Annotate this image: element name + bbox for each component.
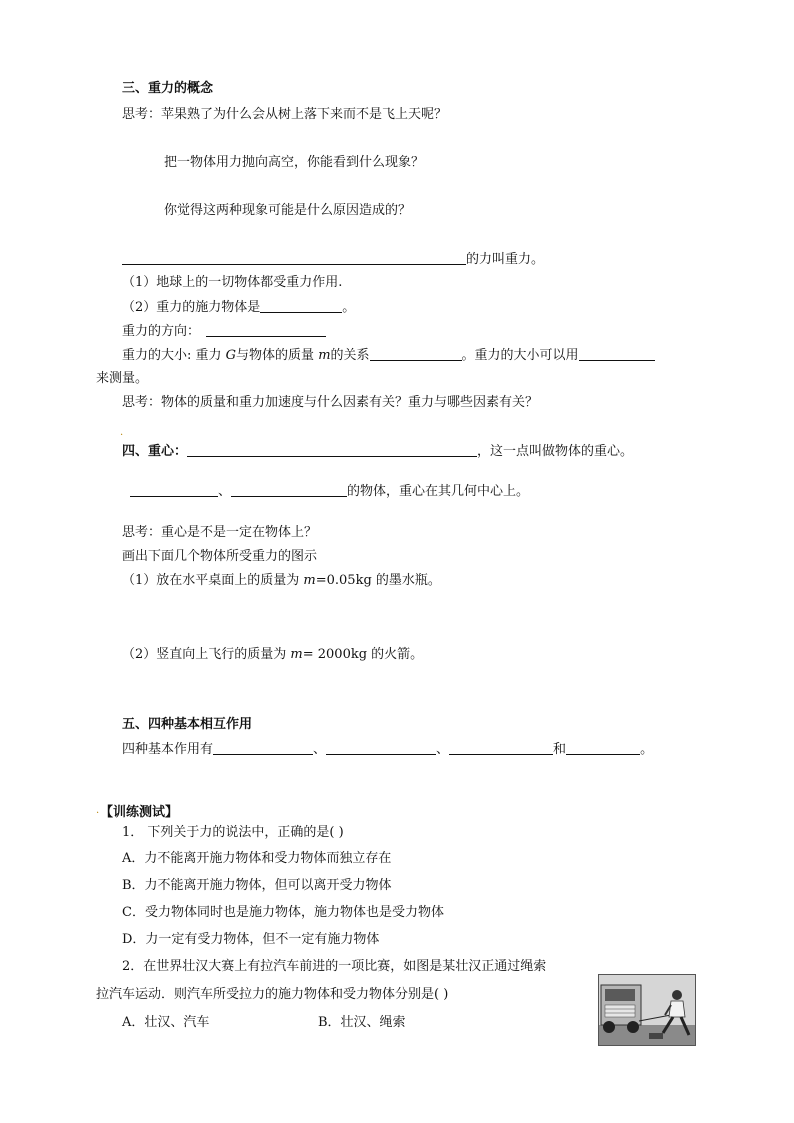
think-factors: 思考：物体的质量和重力加速度与什么因素有关？重力与哪些因素有关？: [122, 395, 539, 410]
quiz-q2-option-a[interactable]: A．壮汉、汽车: [122, 1015, 210, 1030]
item-1: （1）地球上的一切物体都受重力作用.: [122, 275, 343, 290]
direction-label: 重力的方向：: [122, 324, 201, 339]
ex1-a: （1）放在水平桌面上的质量为: [122, 573, 304, 588]
gravity-size: [122, 348, 655, 362]
var-G: G: [225, 348, 237, 363]
sep: 、: [218, 484, 232, 499]
center-of-gravity: [122, 444, 633, 458]
gravity-definition: [122, 252, 544, 266]
quiz-q2-option-b[interactable]: B．壮汉、绳索: [318, 1015, 406, 1030]
center-blank[interactable]: [187, 444, 477, 457]
ex1-b: =0.05kg 的墨水瓶。: [315, 573, 441, 588]
question-throw: 把一物体用力抛向高空，你能看到什么现象？: [164, 155, 425, 170]
question-cause: 你觉得这两种现象可能是什么原因造成的？: [164, 203, 412, 218]
example-ink-bottle: [122, 574, 441, 587]
ex2-b: = 2000kg 的火箭。: [302, 647, 424, 662]
item-2-prefix: （2）重力的施力物体是: [122, 300, 261, 315]
interaction-blank-2[interactable]: [326, 742, 436, 755]
think-center: 思考：重心是不是一定在物体上？: [122, 525, 318, 540]
quiz-q1-option-a[interactable]: A．力不能离开施力物体和受力物体而独立存在: [122, 851, 392, 866]
four-interactions: [122, 742, 653, 756]
quiz-q1-option-c[interactable]: C．受力物体同时也是施力物体，施力物体也是受力物体: [122, 905, 444, 920]
interactions-prefix: 四种基本作用有: [122, 742, 214, 757]
applier-blank[interactable]: [260, 300, 342, 313]
interaction-blank-1[interactable]: [213, 742, 313, 755]
gravity-direction: [122, 324, 326, 338]
quiz-question-1: 1． 下列关于力的说法中，正确的是( ): [122, 825, 344, 840]
strongman-pulling-truck-photo: [598, 974, 696, 1046]
size-text-a: 重力的大小: 重力: [122, 348, 226, 363]
section-3-heading: 三、重力的概念: [122, 81, 214, 96]
sep: 、: [313, 742, 327, 757]
marker-dot: .: [120, 427, 124, 438]
section-4-heading: 四、重心：: [122, 444, 188, 459]
and-text: 和: [553, 742, 567, 757]
center-suffix: ，这一点叫做物体的重心。: [477, 444, 634, 459]
relation-blank[interactable]: [370, 348, 462, 361]
geometric-suffix: 的物体，重心在其几何中心上。: [347, 484, 530, 499]
item-2: [122, 300, 355, 314]
draw-instruction: 画出下面几个物体所受重力的图示: [122, 549, 318, 564]
shape-blank-1[interactable]: [130, 484, 218, 497]
var-m: m: [318, 348, 331, 363]
gravity-size-cont: 来测量。: [96, 371, 149, 386]
quiz-heading: 【训练测试】: [100, 805, 179, 820]
photo-illustration: [599, 975, 695, 1045]
marker-dot: .: [96, 805, 100, 816]
example-rocket: [122, 648, 423, 661]
section-5-heading: 五、四种基本相互作用: [122, 717, 253, 732]
var-m: m: [290, 647, 303, 662]
interaction-blank-4[interactable]: [566, 742, 640, 755]
var-m: m: [303, 573, 316, 588]
direction-blank[interactable]: [206, 324, 326, 337]
ex2-a: （2）竖直向上飞行的质量为: [122, 647, 291, 662]
measure-blank[interactable]: [579, 348, 655, 361]
item-2-suffix: 。: [342, 300, 356, 315]
end-mark: 。: [640, 742, 654, 757]
shape-blank-2[interactable]: [231, 484, 347, 497]
definition-suffix: 的力叫重力。: [466, 252, 545, 267]
interaction-blank-3[interactable]: [449, 742, 553, 755]
sep: 、: [436, 742, 450, 757]
quiz-q1-option-b[interactable]: B．力不能离开施力物体，但可以离开受力物体: [122, 878, 392, 893]
think-apple: 思考：苹果熟了为什么会从树上落下来而不是飞上天呢？: [122, 107, 448, 122]
size-text-b: 与物体的质量: [236, 348, 319, 363]
geometric-center-line: [130, 484, 529, 498]
quiz-q1-option-d[interactable]: D．力一定有受力物体，但不一定有施力物体: [122, 932, 380, 947]
size-text-c: 的关系: [330, 348, 370, 363]
size-text-d: 。重力的大小可以用: [461, 348, 579, 363]
definition-blank[interactable]: [122, 252, 466, 265]
quiz-question-2-line1: 2．在世界壮汉大赛上有拉汽车前进的一项比赛，如图是某壮汉正通过绳索: [122, 959, 547, 974]
quiz-question-2-line2: 拉汽车运动．则汽车所受拉力的施力物体和受力物体分别是( ): [96, 987, 449, 1002]
